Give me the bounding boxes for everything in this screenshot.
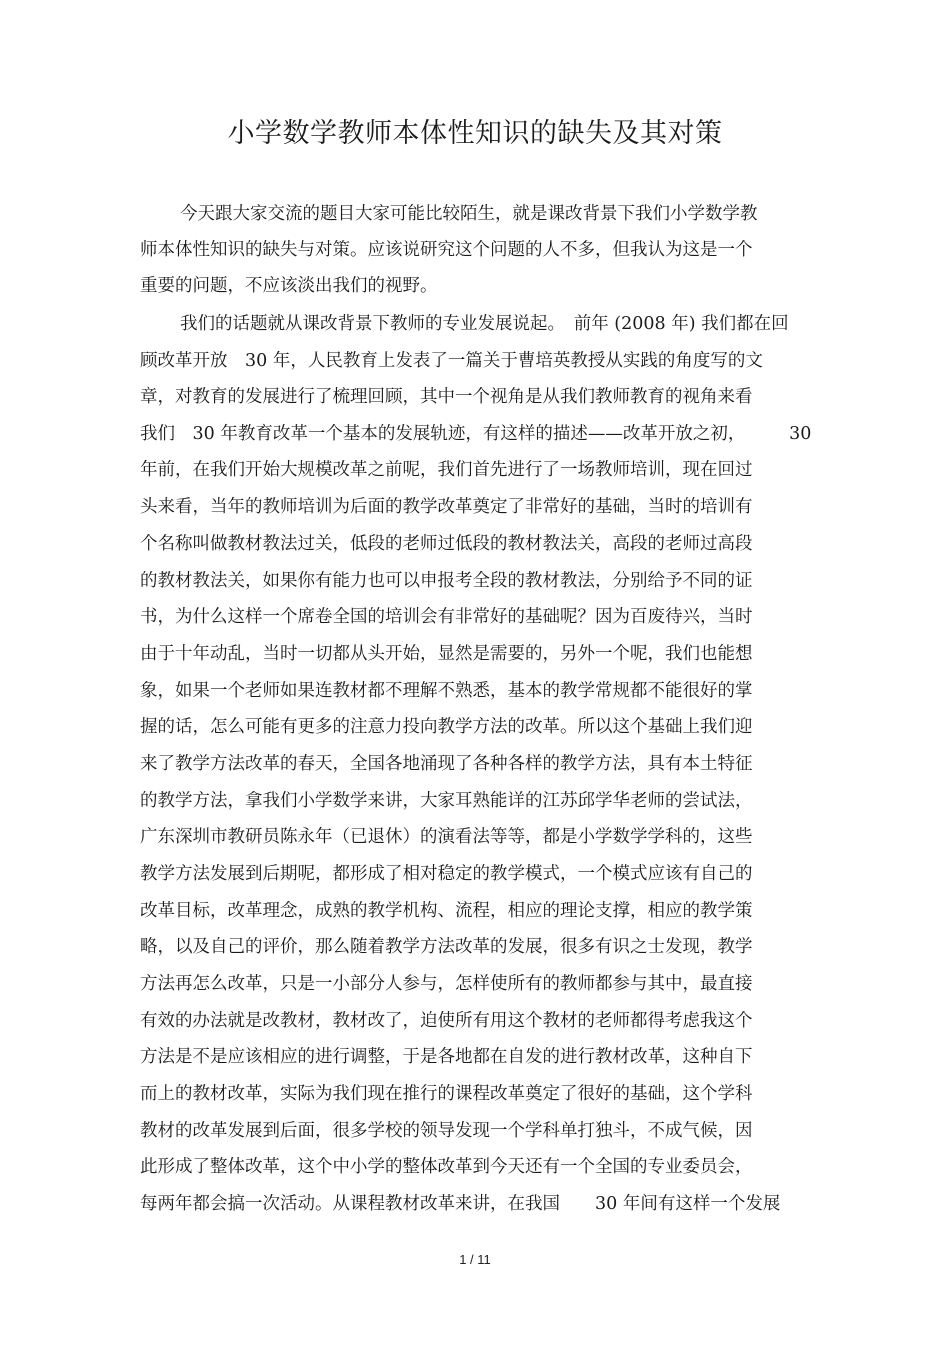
text-line: 头来看，当年的教师培训为后面的教学改革奠定了非常好的基础，当时的培训有	[140, 497, 753, 517]
text-line: 我们的话题就从课改背景下教师的专业发展说起。 前年 (2008 年) 我们都在回	[180, 314, 789, 334]
text-line: 的教学方法，拿我们小学数学来讲，大家耳熟能详的江苏邱学华老师的尝试法，	[140, 791, 753, 811]
text-line: 今天跟大家交流的题目大家可能比较陌生，就是课改背景下我们小学数学教	[180, 204, 758, 224]
text-line: 广东深圳市教研员陈永年（已退休）的演看法等等，都是小学数学学科的，这些	[140, 827, 753, 847]
text-line: 改革目标，改革理念，成熟的教学机构、流程，相应的理论支撑，相应的教学策	[140, 901, 753, 921]
page-number: 1 / 11	[459, 1252, 491, 1267]
text-line: 方法是不是应该相应的进行调整，于是各地都在自发的进行教材改革，这种自下	[140, 1047, 753, 1067]
text-line: 顾改革开放 30 年，人民教育上发表了一篇关于曹培英教授从实践的角度写的文	[140, 351, 763, 371]
text-line: 来了教学方法改革的春天，全国各地涌现了各种各样的教学方法，具有本土特征	[140, 754, 753, 774]
text-line: 象，如果一个老师如果连教材都不理解不熟悉，基本的教学常规都不能很好的掌	[140, 681, 753, 701]
text-line: 章，对教育的发展进行了梳理回顾，其中一个视角是从我们教师教育的视角来看	[140, 387, 753, 407]
text-line: 的教材教法关，如果你有能力也可以申报考全段的教材教法，分别给予不同的证	[140, 571, 753, 591]
text-line: 而上的教材改革，实际为我们现在推行的课程改革奠定了很好的基础，这个学科	[140, 1084, 753, 1104]
document-title: 小学数学教师本体性知识的缺失及其对策	[227, 118, 723, 149]
text-line: 我们 30 年教育改革一个基本的发展轨迹，有这样的描述——改革开放之初， 30	[140, 424, 812, 444]
text-line: 握的话，怎么可能有更多的注意力投向教学方法的改革。所以这个基础上我们迎	[140, 717, 753, 737]
text-line: 个名称叫做教材教法过关，低段的老师过低段的教材教法关，高段的老师过高段	[140, 534, 753, 554]
text-line: 师本体性知识的缺失与对策。应该说研究这个问题的人不多，但我认为这是一个	[140, 240, 753, 260]
text-line: 重要的问题，不应该淡出我们的视野。	[140, 276, 438, 296]
text-line: 有效的办法就是改教材，教材改了，迫使所有用这个教材的老师都得考虑我这个	[140, 1011, 753, 1031]
text-line: 每两年都会搞一次活动。从课程教材改革来讲，在我国 30 年间有这样一个发展	[140, 1194, 781, 1214]
text-line: 略，以及自己的评价，那么随着教学方法改革的发展，很多有识之士发现，教学	[140, 937, 753, 957]
text-line: 教学方法发展到后期呢，都形成了相对稳定的教学模式，一个模式应该有自己的	[140, 864, 753, 884]
text-line: 年前，在我们开始大规模改革之前呢，我们首先进行了一场教师培训，现在回过	[140, 460, 753, 480]
text-line: 方法再怎么改革，只是一小部分人参与，怎样使所有的教师都参与其中，最直接	[140, 974, 753, 994]
text-line: 此形成了整体改革，这个中小学的整体改革到今天还有一个全国的专业委员会，	[140, 1157, 753, 1177]
text-line: 教材的改革发展到后面，很多学校的领导发现一个学科单打独斗，不成气候，因	[140, 1121, 753, 1141]
text-line: 由于十年动乱，当时一切都从头开始，显然是需要的，另外一个呢，我们也能想	[140, 644, 753, 664]
text-line: 书，为什么这样一个席卷全国的培训会有非常好的基础呢？因为百废待兴，当时	[140, 607, 753, 627]
